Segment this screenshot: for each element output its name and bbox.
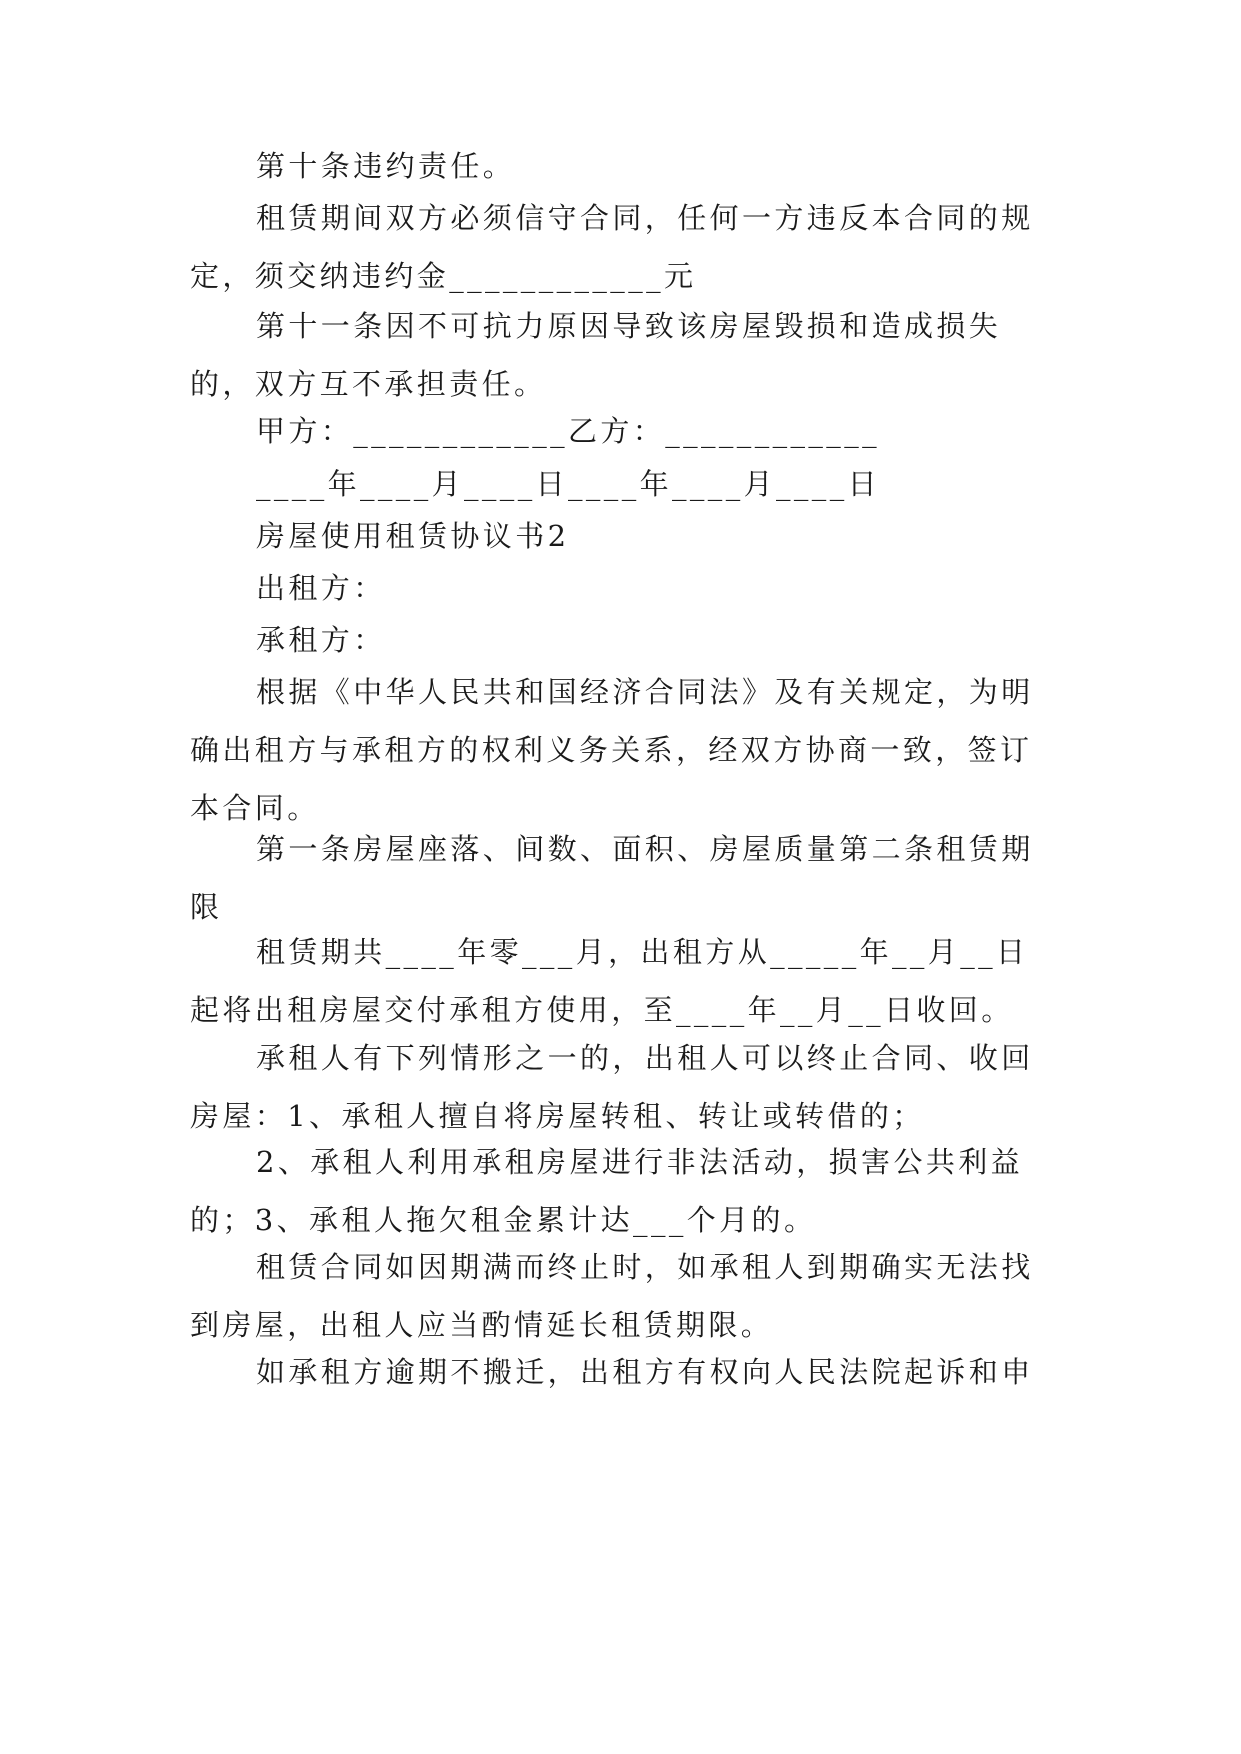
date-line: ____年____月____日____年____月____日 — [256, 467, 881, 501]
article-11-body: 第十一条因不可抗力原因导致该房屋毁损和造成损失的，双方互不承担责任。 — [190, 309, 1002, 401]
lessee-label: 承租方： — [256, 623, 386, 657]
article-1-2: 第一条房屋座落、间数、面积、房屋质量第二条租赁期限 — [190, 832, 1034, 924]
article-10-heading: 第十条违约责任。 — [256, 149, 516, 183]
article-10-body: 租赁期间双方必须信守合同，任何一方违反本合同的规定，须交纳违约金____________元 — [190, 201, 1034, 293]
lease-term: 租赁期共____年零___月，出租方从_____年__月__日起将出租房屋交付承租方使用，至____年__月__日收回。 — [190, 935, 1029, 1027]
overdue-relocation: 如承租方逾期不搬迁，出租方有权向人民法院起诉和申 — [256, 1355, 1034, 1389]
lessor-label: 出租方： — [256, 571, 386, 605]
signature-line: 甲方：____________乙方：____________ — [256, 414, 881, 448]
preamble: 根据《中华人民共和国经济合同法》及有关规定，为明确出租方与承租方的权利义务关系，经双方协商一致，签订本合同。 — [190, 675, 1034, 825]
expiry-extension: 租赁合同如因期满而终止时，如承租人到期确实无法找到房屋，出租人应当酌情延长租赁期限。 — [190, 1250, 1034, 1342]
document-title: 房屋使用租赁协议书2 — [256, 519, 570, 553]
termination-conditions: 承租人有下列情形之一的，出租人可以终止合同、收回房屋：1、承租人擅自将房屋转租、转让或转借的； — [190, 1041, 1034, 1133]
termination-conditions-2-3: 2、承租人利用承租房屋进行非法活动，损害公共利益的；3、承租人拖欠租金累计达___个月的。 — [190, 1145, 1024, 1237]
